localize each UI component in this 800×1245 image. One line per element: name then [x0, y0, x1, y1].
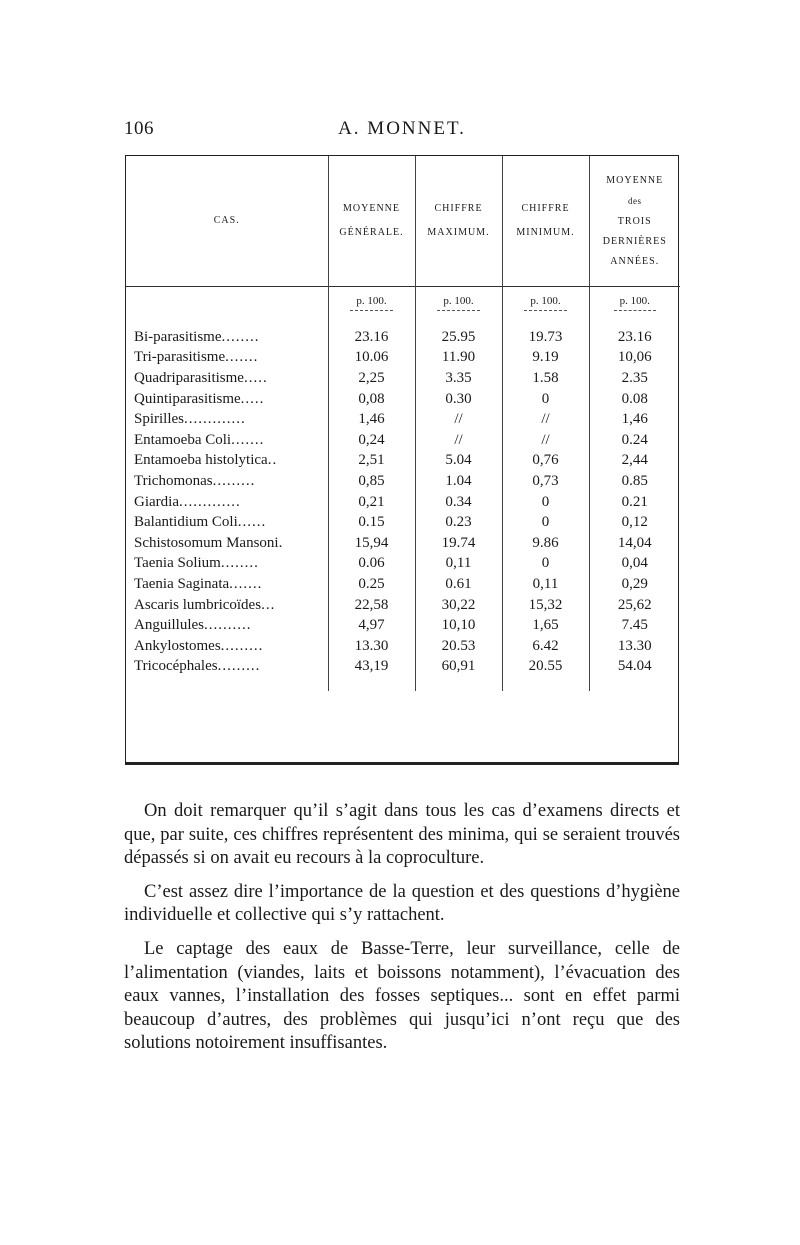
cell-mean-general: 0,85: [328, 471, 415, 492]
unit-cell: p. 100.: [328, 287, 415, 320]
cell-max: 0.23: [415, 512, 502, 533]
parasite-statistics-table: [125, 155, 679, 765]
table-row: [126, 327, 680, 348]
cell-min: 19.73: [502, 327, 589, 348]
row-label: Taenia Saginata.......: [134, 575, 263, 592]
header-max: CHIFFRE MAXIMUM.: [415, 156, 502, 287]
table-row: [126, 492, 680, 513]
cell-min: 6.42: [502, 636, 589, 657]
table-row: [126, 451, 680, 472]
cell-max: 3.35: [415, 368, 502, 389]
header-mean-general: MOYENNE GÉNÉRALE.: [328, 156, 415, 287]
cell-mean-general: 0,21: [328, 492, 415, 513]
cell-mean-general: 10.06: [328, 348, 415, 369]
row-label: Tricocéphales.........: [134, 658, 261, 675]
cell-mean-general: 0.06: [328, 554, 415, 575]
cell-min: 9.19: [502, 348, 589, 369]
table-row: [126, 409, 680, 430]
paragraph: On doit remarquer qu’il s’agit dans tous les cas d’examens directs et que, par suite, ces chiffres représentent des minima, qui se seraient trouvés dépassés si on avait eu recours à la coproculture.: [124, 801, 680, 869]
table-row: [126, 512, 680, 533]
cell-mean-three-years: 0.85: [589, 471, 680, 492]
cell-max: 19.74: [415, 533, 502, 554]
cell-max: 0.30: [415, 389, 502, 410]
row-label: Schistosomum Mansoni.: [134, 534, 284, 551]
cell-min: 0: [502, 512, 589, 533]
table-row: [126, 574, 680, 595]
table-row: [126, 636, 680, 657]
cell-mean-three-years: 0.08: [589, 389, 680, 410]
cell-max: 11.90: [415, 348, 502, 369]
cell-mean-general: 2,51: [328, 451, 415, 472]
data-table: [126, 156, 680, 691]
cell-mean-three-years: 0.24: [589, 430, 680, 451]
paragraph: Le captage des eaux de Basse-Terre, leur surveillance, celle de l’alimentation (viandes, laits et boissons notamment), l’évacuation des eaux vannes, l’installation des fosses septiques... sont en effet parmi beaucoup d’autres, des problèmes qui jusqu’ici n’ont reçu que des solutions notoirement insuffisantes.: [124, 938, 680, 1054]
header-min: CHIFFRE MINIMUM.: [502, 156, 589, 287]
cell-mean-three-years: 10,06: [589, 348, 680, 369]
row-label: Quadriparasitisme.....: [134, 369, 268, 386]
table-row: [126, 368, 680, 389]
cell-mean-three-years: 14,04: [589, 533, 680, 554]
cell-min: 1.58: [502, 368, 589, 389]
cell-max: 0.34: [415, 492, 502, 513]
cell-max: 1.04: [415, 471, 502, 492]
cell-min: //: [502, 409, 589, 430]
page-header: [124, 118, 680, 142]
cell-mean-general: 13.30: [328, 636, 415, 657]
cell-mean-three-years: 2,44: [589, 451, 680, 472]
row-label: Tri-parasitisme.......: [134, 349, 259, 366]
header-mean-three-years: MOYENNE des TROIS DERNIÈRES ANNÉES.: [589, 156, 680, 287]
row-label: Anguillules..........: [134, 617, 252, 634]
page-number: 106: [124, 118, 154, 139]
cell-mean-three-years: 7.45: [589, 615, 680, 636]
table-row: [126, 348, 680, 369]
cell-min: 15,32: [502, 595, 589, 616]
table-row: [126, 615, 680, 636]
cell-min: 0: [502, 554, 589, 575]
cell-min: 0,11: [502, 574, 589, 595]
cell-mean-general: 22,58: [328, 595, 415, 616]
table-row: [126, 554, 680, 575]
header-case: CAS.: [126, 156, 328, 287]
row-label: Trichomonas.........: [134, 472, 256, 489]
cell-max: //: [415, 430, 502, 451]
cell-min: 20.55: [502, 657, 589, 678]
running-head: A. MONNET.: [338, 118, 466, 139]
cell-mean-three-years: 0,29: [589, 574, 680, 595]
cell-min: 0,76: [502, 451, 589, 472]
cell-mean-three-years: 54.04: [589, 657, 680, 678]
table-row: [126, 533, 680, 554]
cell-max: 0,11: [415, 554, 502, 575]
table-row: [126, 389, 680, 410]
body-text: [124, 800, 680, 1066]
paragraph: C’est assez dire l’importance de la question et des questions d’hygiène individuelle et collective qui s’y rattachent.: [124, 881, 680, 926]
table-row: [126, 595, 680, 616]
cell-mean-general: 2,25: [328, 368, 415, 389]
table-row: [126, 657, 680, 678]
cell-mean-three-years: 0.21: [589, 492, 680, 513]
cell-mean-three-years: 1,46: [589, 409, 680, 430]
row-label: Bi-parasitisme........: [134, 328, 260, 345]
row-label: Taenia Solium........: [134, 555, 259, 572]
cell-mean-general: 0,08: [328, 389, 415, 410]
cell-mean-general: 1,46: [328, 409, 415, 430]
row-label: Entamoeba histolytica..: [134, 452, 278, 469]
cell-min: 9.86: [502, 533, 589, 554]
cell-mean-general: 4,97: [328, 615, 415, 636]
cell-min: 0: [502, 492, 589, 513]
table-row: [126, 430, 680, 451]
cell-mean-general: 0,24: [328, 430, 415, 451]
unit-cell: p. 100.: [502, 287, 589, 320]
table-header-row: [126, 156, 680, 287]
cell-mean-three-years: 0,12: [589, 512, 680, 533]
cell-mean-three-years: 13.30: [589, 636, 680, 657]
unit-cell: p. 100.: [589, 287, 680, 320]
cell-mean-general: 0.15: [328, 512, 415, 533]
cell-mean-general: 23.16: [328, 327, 415, 348]
row-label: Giardia.............: [134, 493, 241, 510]
row-label: Balantidium Coli......: [134, 514, 267, 531]
cell-max: 0.61: [415, 574, 502, 595]
cell-min: 1,65: [502, 615, 589, 636]
row-label: Entamoeba Coli.......: [134, 431, 265, 448]
cell-max: 10,10: [415, 615, 502, 636]
row-label: Spirilles.............: [134, 411, 246, 428]
cell-mean-general: 0.25: [328, 574, 415, 595]
cell-max: 60,91: [415, 657, 502, 678]
table-row: [126, 471, 680, 492]
cell-max: 20.53: [415, 636, 502, 657]
cell-mean-three-years: 2.35: [589, 368, 680, 389]
cell-max: 30,22: [415, 595, 502, 616]
cell-mean-general: 15,94: [328, 533, 415, 554]
cell-mean-three-years: 0,04: [589, 554, 680, 575]
cell-max: //: [415, 409, 502, 430]
row-label: Quintiparasitisme.....: [134, 390, 265, 407]
cell-min: 0,73: [502, 471, 589, 492]
cell-max: 5.04: [415, 451, 502, 472]
unit-row: [126, 287, 680, 320]
cell-mean-three-years: 23.16: [589, 327, 680, 348]
unit-cell: p. 100.: [415, 287, 502, 320]
cell-mean-general: 43,19: [328, 657, 415, 678]
cell-mean-three-years: 25,62: [589, 595, 680, 616]
row-label: Ankylostomes.........: [134, 637, 264, 654]
row-label: Ascaris lumbricoïdes...: [134, 596, 276, 613]
cell-min: //: [502, 430, 589, 451]
cell-min: 0: [502, 389, 589, 410]
cell-max: 25.95: [415, 327, 502, 348]
